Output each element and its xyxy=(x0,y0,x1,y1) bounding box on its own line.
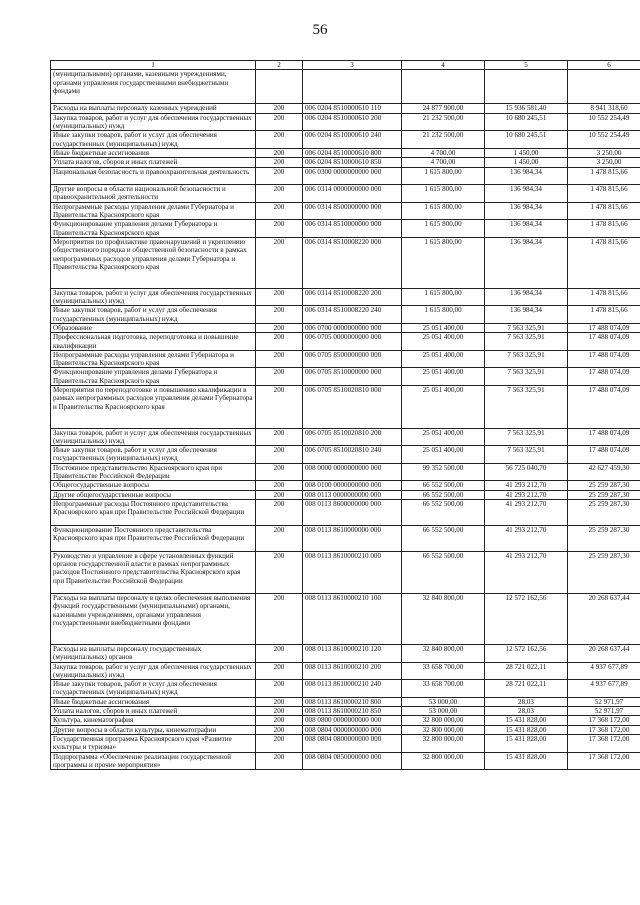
row-department-code: 200 xyxy=(256,446,303,464)
row-name: Уплата налогов, сборов и иных платежей xyxy=(51,707,256,716)
table-row xyxy=(51,707,640,716)
row-name: Закупка товаров, работ и услуг для обеспечения государственных (муниципальных) нужд xyxy=(51,662,256,680)
row-executed-amount: 28 721 022,11 xyxy=(485,680,568,698)
table-row xyxy=(51,333,640,351)
budget-table-body xyxy=(51,61,640,770)
row-classification-code: 008 0113 8610000210 800 xyxy=(303,697,402,706)
row-executed-amount: 1 450,00 xyxy=(485,158,568,167)
row-approved-amount: 25 051 400,00 xyxy=(402,428,485,446)
table-row xyxy=(51,113,640,131)
row-department-code: 200 xyxy=(256,288,303,306)
row-unexecuted-amount: 3 250,00 xyxy=(568,158,640,167)
row-approved-amount: 1 615 800,00 xyxy=(402,202,485,220)
row-name: Непрограммные расходы Постоянного представительства Красноярского края при Правительстве Российской Федерации xyxy=(51,499,256,525)
table-row xyxy=(51,220,640,238)
row-unexecuted-amount: 17 488 074,09 xyxy=(568,350,640,368)
row-classification-code: 006 0314 8510000000 000 xyxy=(303,220,402,238)
row-name: Мероприятия по профилактике правонарушений и укреплению общественного порядка и общественной безопасности в рамках непрограммных расходов управления делами Губернатора и Правительства Красноярского края xyxy=(51,237,256,288)
row-department-code: 200 xyxy=(256,185,303,203)
row-classification-code: 006 0700 0000000000 000 xyxy=(303,323,402,332)
row-name: Иные закупки товаров, работ и услуг для обеспечения государственных (муниципальных) нужд xyxy=(51,680,256,698)
row-unexecuted-amount: 17 368 172,00 xyxy=(568,734,640,752)
row-name: Национальная безопасность и правоохранительная деятельность xyxy=(51,167,256,185)
row-executed-amount: 28,03 xyxy=(485,697,568,706)
row-name: Закупка товаров, работ и услуг для обеспечения государственных (муниципальных) нужд xyxy=(51,428,256,446)
row-approved-amount: 33 658 700,00 xyxy=(402,662,485,680)
row-executed-amount: 15 431 828,00 xyxy=(485,752,568,770)
row-classification-code: 006 0314 8500000000 000 xyxy=(303,202,402,220)
row-executed-amount: 7 563 325,91 xyxy=(485,350,568,368)
row-executed-amount: 41 293 212,70 xyxy=(485,525,568,551)
row-unexecuted-amount: 1 478 815,66 xyxy=(568,167,640,185)
table-row xyxy=(51,481,640,490)
row-executed-amount: 136 984,34 xyxy=(485,288,568,306)
budget-table xyxy=(50,60,640,770)
column-number: 3 xyxy=(303,61,402,70)
table-row xyxy=(51,237,640,288)
table-row xyxy=(51,594,640,645)
row-classification-code: 006 0705 8510000000 000 xyxy=(303,368,402,386)
table-row xyxy=(51,499,640,525)
row-name: Функционирование управления делами Губернатора и Правительства Красноярского края xyxy=(51,368,256,386)
row-unexecuted-amount: 1 478 815,66 xyxy=(568,288,640,306)
row-classification-code: 008 0804 0850000000 000 xyxy=(303,752,402,770)
row-executed-amount: 1 450,00 xyxy=(485,148,568,157)
row-approved-amount: 4 700,00 xyxy=(402,148,485,157)
row-name: Образование xyxy=(51,323,256,332)
row-department-code: 200 xyxy=(256,323,303,332)
row-executed-amount: 12 572 162,56 xyxy=(485,594,568,645)
row-name: Закупка товаров, работ и услуг для обеспечения государственных (муниципальных) нужд xyxy=(51,113,256,131)
row-name: Иные бюджетные ассигнования xyxy=(51,148,256,157)
column-number: 6 xyxy=(568,61,640,70)
row-unexecuted-amount: 17 488 074,09 xyxy=(568,446,640,464)
row-approved-amount: 53 000,00 xyxy=(402,697,485,706)
row-executed-amount: 41 293 212,70 xyxy=(485,499,568,525)
row-unexecuted-amount: 25 259 287,30 xyxy=(568,551,640,594)
row-unexecuted-amount: 42 627 459,30 xyxy=(568,463,640,481)
table-row xyxy=(51,148,640,157)
row-executed-amount: 15 431 828,00 xyxy=(485,725,568,734)
row-unexecuted-amount: 17 488 074,09 xyxy=(568,333,640,351)
row-name: Общегосударственные вопросы xyxy=(51,481,256,490)
row-name: Расходы на выплаты персоналу в целях обеспечения выполнения функций государственными (муниципальными) органами, казенными учреждениями, органами управления государственными внебюджетными фондами xyxy=(51,594,256,645)
table-row xyxy=(51,386,640,429)
row-executed-amount: 136 984,34 xyxy=(485,220,568,238)
row-unexecuted-amount: 10 552 254,49 xyxy=(568,113,640,131)
table-row xyxy=(51,70,640,104)
row-department-code: 200 xyxy=(256,490,303,499)
row-approved-amount: 25 051 400,00 xyxy=(402,333,485,351)
row-department-code: 200 xyxy=(256,716,303,725)
row-department-code: 200 xyxy=(256,237,303,288)
table-row xyxy=(51,167,640,185)
row-approved-amount: 1 615 800,00 xyxy=(402,306,485,324)
row-approved-amount: 32 840 800,00 xyxy=(402,644,485,662)
row-department-code: 200 xyxy=(256,499,303,525)
row-department-code: 200 xyxy=(256,104,303,113)
table-row xyxy=(51,680,640,698)
row-classification-code: 008 0113 8610000210 000 xyxy=(303,551,402,594)
row-name: Постоянное представительство Красноярского края при Правительстве Российской Федерации xyxy=(51,463,256,481)
row-unexecuted-amount: 17 368 172,00 xyxy=(568,716,640,725)
table-row xyxy=(51,446,640,464)
row-department-code: 200 xyxy=(256,594,303,645)
row-executed-amount: 56 725 040,70 xyxy=(485,463,568,481)
row-department-code: 200 xyxy=(256,463,303,481)
row-name: Иные бюджетные ассигнования xyxy=(51,697,256,706)
row-unexecuted-amount: 1 478 815,66 xyxy=(568,202,640,220)
row-approved-amount: 1 615 800,00 xyxy=(402,288,485,306)
row-executed-amount: 7 563 325,91 xyxy=(485,428,568,446)
row-executed-amount: 28 721 022,11 xyxy=(485,662,568,680)
row-classification-code: 008 0113 8610000000 000 xyxy=(303,525,402,551)
row-unexecuted-amount: 17 488 074,09 xyxy=(568,323,640,332)
row-classification-code: 008 0113 0000000000 000 xyxy=(303,490,402,499)
row-classification-code: 006 0300 0000000000 000 xyxy=(303,167,402,185)
row-approved-amount: 32 800 000,00 xyxy=(402,734,485,752)
row-approved-amount: 25 051 400,00 xyxy=(402,446,485,464)
row-name: Закупка товаров, работ и услуг для обеспечения государственных (муниципальных) нужд xyxy=(51,288,256,306)
row-approved-amount: 25 051 400,00 xyxy=(402,386,485,429)
row-executed-amount: 7 563 325,91 xyxy=(485,368,568,386)
page-number: 56 xyxy=(312,22,328,38)
row-department-code: 200 xyxy=(256,680,303,698)
table-row xyxy=(51,525,640,551)
row-classification-code: 006 0204 8510000610 200 xyxy=(303,113,402,131)
row-department-code: 200 xyxy=(256,428,303,446)
row-approved-amount: 66 552 500,00 xyxy=(402,499,485,525)
row-executed-amount: 136 984,34 xyxy=(485,202,568,220)
row-approved-amount: 32 800 000,00 xyxy=(402,725,485,734)
row-name: Непрограммные расходы управления делами Губернатора и Правительства Красноярского края xyxy=(51,350,256,368)
row-classification-code: 006 0204 8510000610 110 xyxy=(303,104,402,113)
table-row xyxy=(51,697,640,706)
table-row xyxy=(51,185,640,203)
column-number-row xyxy=(51,61,640,70)
row-department-code: 200 xyxy=(256,167,303,185)
row-classification-code: 008 0000 0000000000 000 xyxy=(303,463,402,481)
row-executed-amount: 136 984,34 xyxy=(485,237,568,288)
row-approved-amount: 99 352 500,00 xyxy=(402,463,485,481)
row-approved-amount: 25 051 400,00 xyxy=(402,323,485,332)
row-approved-amount: 1 615 800,00 xyxy=(402,220,485,238)
table-row xyxy=(51,662,640,680)
row-department-code: 200 xyxy=(256,131,303,149)
row-name: Другие общегосударственные вопросы xyxy=(51,490,256,499)
table-row xyxy=(51,725,640,734)
row-unexecuted-amount: 17 368 172,00 xyxy=(568,752,640,770)
row-name: Государственная программа Красноярского края «Развитие культуры и туризма» xyxy=(51,734,256,752)
row-executed-amount: 7 563 325,91 xyxy=(485,323,568,332)
row-approved-amount: 32 800 000,00 xyxy=(402,752,485,770)
row-approved-amount: 66 552 500,00 xyxy=(402,481,485,490)
row-executed-amount: 7 563 325,91 xyxy=(485,446,568,464)
row-department-code: 200 xyxy=(256,525,303,551)
column-number: 2 xyxy=(256,61,303,70)
row-approved-amount: 1 615 800,00 xyxy=(402,167,485,185)
row-executed-amount: 136 984,34 xyxy=(485,167,568,185)
row-classification-code: 008 0804 0800000000 000 xyxy=(303,734,402,752)
row-department-code: 200 xyxy=(256,158,303,167)
row-name: Уплата налогов, сборов и иных платежей xyxy=(51,158,256,167)
table-row xyxy=(51,428,640,446)
row-unexecuted-amount: 1 478 815,66 xyxy=(568,185,640,203)
row-classification-code: 006 0314 0000000000 000 xyxy=(303,185,402,203)
table-row xyxy=(51,716,640,725)
row-executed-amount xyxy=(485,70,568,104)
row-unexecuted-amount: 25 259 287,30 xyxy=(568,525,640,551)
row-name: Функционирование Постоянного представительства Красноярского края при Правительстве Российской Федерации xyxy=(51,525,256,551)
row-name: Расходы на выплаты персоналу государственных (муниципальных) органов xyxy=(51,644,256,662)
row-department-code: 200 xyxy=(256,707,303,716)
row-name: (муниципальными) органами, казенными учреждениями, органами управления государственными внебюджетными фондами xyxy=(51,70,256,104)
row-name: Расходы на выплаты персоналу казенных учреждений xyxy=(51,104,256,113)
row-classification-code: 008 0804 0000000000 000 xyxy=(303,725,402,734)
row-unexecuted-amount: 8 941 318,60 xyxy=(568,104,640,113)
row-department-code: 200 xyxy=(256,333,303,351)
row-name: Другие вопросы в области культуры, кинематографии xyxy=(51,725,256,734)
table-row xyxy=(51,202,640,220)
row-unexecuted-amount: 1 478 815,66 xyxy=(568,306,640,324)
row-approved-amount: 24 877 900,00 xyxy=(402,104,485,113)
row-executed-amount: 41 293 212,70 xyxy=(485,481,568,490)
row-name: Иные закупки товаров, работ и услуг для обеспечения государственных (муниципальных) нужд xyxy=(51,306,256,324)
row-executed-amount: 12 572 162,56 xyxy=(485,644,568,662)
row-classification-code: 006 0204 8510000610 800 xyxy=(303,148,402,157)
row-classification-code xyxy=(303,70,402,104)
row-department-code: 200 xyxy=(256,220,303,238)
row-executed-amount: 136 984,34 xyxy=(485,306,568,324)
row-department-code: 200 xyxy=(256,752,303,770)
row-unexecuted-amount: 20 268 637,44 xyxy=(568,594,640,645)
row-executed-amount: 15 936 581,40 xyxy=(485,104,568,113)
row-unexecuted-amount: 52 971,97 xyxy=(568,707,640,716)
table-row xyxy=(51,463,640,481)
row-approved-amount: 21 232 500,00 xyxy=(402,113,485,131)
table-row xyxy=(51,644,640,662)
row-classification-code: 006 0314 8510008220 240 xyxy=(303,306,402,324)
row-unexecuted-amount: 52 971,97 xyxy=(568,697,640,706)
row-classification-code: 006 0705 8500000000 000 xyxy=(303,350,402,368)
table-row xyxy=(51,306,640,324)
row-department-code: 200 xyxy=(256,662,303,680)
row-unexecuted-amount: 3 250,00 xyxy=(568,148,640,157)
column-number: 4 xyxy=(402,61,485,70)
row-approved-amount: 32 800 000,00 xyxy=(402,716,485,725)
row-approved-amount: 66 552 500,00 xyxy=(402,551,485,594)
row-department-code: 200 xyxy=(256,697,303,706)
table-row xyxy=(51,323,640,332)
row-unexecuted-amount: 1 478 815,66 xyxy=(568,237,640,288)
row-classification-code: 006 0705 8510020810 000 xyxy=(303,386,402,429)
row-name: Мероприятия по переподготовке и повышению квалификации в рамках непрограммных расходов управления делами Губернатора и Правительства Красноярского края xyxy=(51,386,256,429)
row-approved-amount: 25 051 400,00 xyxy=(402,368,485,386)
row-executed-amount: 7 563 325,91 xyxy=(485,386,568,429)
row-executed-amount: 41 293 212,70 xyxy=(485,490,568,499)
row-name: Иные закупки товаров, работ и услуг для обеспечения государственных (муниципальных) нужд xyxy=(51,446,256,464)
table-row xyxy=(51,350,640,368)
row-approved-amount xyxy=(402,70,485,104)
row-approved-amount: 1 615 800,00 xyxy=(402,185,485,203)
row-executed-amount: 28,03 xyxy=(485,707,568,716)
row-classification-code: 008 0113 8610000210 200 xyxy=(303,662,402,680)
row-unexecuted-amount: 17 488 074,09 xyxy=(568,428,640,446)
row-department-code: 200 xyxy=(256,551,303,594)
row-unexecuted-amount: 25 259 287,30 xyxy=(568,490,640,499)
row-approved-amount: 66 552 500,00 xyxy=(402,525,485,551)
row-unexecuted-amount: 25 259 287,30 xyxy=(568,499,640,525)
row-approved-amount: 53 000,00 xyxy=(402,707,485,716)
row-classification-code: 008 0100 0000000000 000 xyxy=(303,481,402,490)
row-name: Иные закупки товаров, работ и услуг для обеспечения государственных (муниципальных) нужд xyxy=(51,131,256,149)
row-name: Непрограммные расходы управления делами Губернатора и Правительства Красноярского края xyxy=(51,202,256,220)
row-executed-amount: 10 680 245,51 xyxy=(485,113,568,131)
row-executed-amount: 15 431 828,00 xyxy=(485,734,568,752)
row-classification-code: 006 0204 8510000610 240 xyxy=(303,131,402,149)
table-row xyxy=(51,551,640,594)
row-department-code: 200 xyxy=(256,386,303,429)
table-row xyxy=(51,131,640,149)
row-department-code: 200 xyxy=(256,481,303,490)
row-executed-amount: 7 563 325,91 xyxy=(485,333,568,351)
row-unexecuted-amount: 17 488 074,09 xyxy=(568,368,640,386)
row-name: Подпрограмма «Обеспечение реализации государственной программы и прочие мероприятия» xyxy=(51,752,256,770)
row-department-code: 200 xyxy=(256,644,303,662)
row-classification-code: 008 0113 8610000210 100 xyxy=(303,594,402,645)
row-name: Культура, кинематография xyxy=(51,716,256,725)
row-classification-code: 008 0113 8610000210 120 xyxy=(303,644,402,662)
row-approved-amount: 66 552 500,00 xyxy=(402,490,485,499)
table-row xyxy=(51,752,640,770)
row-name: Другие вопросы в области национальной безопасности и правоохранительной деятельности xyxy=(51,185,256,203)
row-unexecuted-amount: 17 488 074,09 xyxy=(568,386,640,429)
table-row xyxy=(51,490,640,499)
row-approved-amount: 4 700,00 xyxy=(402,158,485,167)
row-classification-code: 008 0113 8610000210 240 xyxy=(303,680,402,698)
row-classification-code: 006 0204 8510000610 850 xyxy=(303,158,402,167)
row-classification-code: 008 0113 8600000000 000 xyxy=(303,499,402,525)
row-department-code: 200 xyxy=(256,113,303,131)
table-row xyxy=(51,158,640,167)
row-unexecuted-amount: 4 937 677,89 xyxy=(568,680,640,698)
row-executed-amount: 41 293 212,70 xyxy=(485,551,568,594)
row-department-code: 200 xyxy=(256,306,303,324)
row-unexecuted-amount: 1 478 815,66 xyxy=(568,220,640,238)
row-department-code: 200 xyxy=(256,734,303,752)
row-classification-code: 008 0113 8610000210 850 xyxy=(303,707,402,716)
row-department-code: 200 xyxy=(256,350,303,368)
row-unexecuted-amount: 25 259 287,30 xyxy=(568,481,640,490)
row-unexecuted-amount xyxy=(568,70,640,104)
table-row xyxy=(51,104,640,113)
row-name: Функционирование управления делами Губернатора и Правительства Красноярского края xyxy=(51,220,256,238)
table-row xyxy=(51,368,640,386)
row-department-code: 200 xyxy=(256,725,303,734)
row-approved-amount: 32 840 800,00 xyxy=(402,594,485,645)
row-approved-amount: 1 615 800,00 xyxy=(402,237,485,288)
row-approved-amount: 33 658 700,00 xyxy=(402,680,485,698)
row-department-code: 200 xyxy=(256,202,303,220)
table-row xyxy=(51,288,640,306)
row-classification-code: 006 0314 8510008220 200 xyxy=(303,288,402,306)
row-approved-amount: 21 232 500,00 xyxy=(402,131,485,149)
row-approved-amount: 25 051 400,00 xyxy=(402,350,485,368)
row-department-code xyxy=(256,70,303,104)
row-unexecuted-amount: 4 937 677,89 xyxy=(568,662,640,680)
row-department-code: 200 xyxy=(256,148,303,157)
row-classification-code: 006 0314 8510008220 000 xyxy=(303,237,402,288)
row-classification-code: 006 0705 0000000000 000 xyxy=(303,333,402,351)
row-executed-amount: 10 680 245,51 xyxy=(485,131,568,149)
table-row xyxy=(51,734,640,752)
row-executed-amount: 136 984,34 xyxy=(485,185,568,203)
row-unexecuted-amount: 10 552 254,49 xyxy=(568,131,640,149)
row-name: Руководство и управление в сфере установленных функций органов государственной власти в рамках непрограммных расходов Постоянного представительства Красноярского края при Правительстве Российской Федерации xyxy=(51,551,256,594)
row-name: Профессиональная подготовка, переподготовка и повышение квалификации xyxy=(51,333,256,351)
row-classification-code: 006 0705 8510020810 200 xyxy=(303,428,402,446)
row-department-code: 200 xyxy=(256,368,303,386)
row-classification-code: 006 0705 8510020810 240 xyxy=(303,446,402,464)
column-number: 1 xyxy=(51,61,256,70)
row-classification-code: 008 0800 0000000000 000 xyxy=(303,716,402,725)
row-executed-amount: 15 431 828,00 xyxy=(485,716,568,725)
row-unexecuted-amount: 17 368 172,00 xyxy=(568,725,640,734)
column-number: 5 xyxy=(485,61,568,70)
row-unexecuted-amount: 20 268 637,44 xyxy=(568,644,640,662)
